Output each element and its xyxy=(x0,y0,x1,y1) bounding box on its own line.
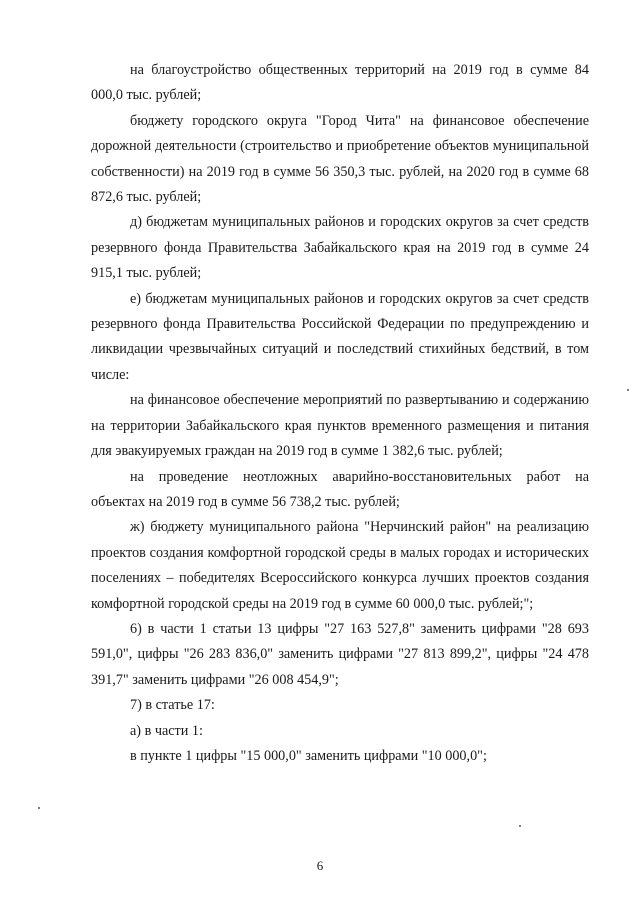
scan-speck xyxy=(627,389,629,391)
body-text xyxy=(91,58,589,769)
scan-speck xyxy=(519,825,521,827)
page-number: 6 xyxy=(316,858,324,873)
paragraph-zh: ж) бюджету муниципального района "Нерчинский район" на реализацию проектов создания комфортной городской среды в малых городах и исторических поселениях – победителях Всероссийского конкурса лучших проектов создания комфортной городской среды на 2019 год в сумме 60 000,0 тыс. рублей;"; xyxy=(91,519,589,612)
paragraph-item-a: а) в части 1: xyxy=(130,722,203,739)
paragraph-item-6: 6) в части 1 статьи 13 цифры "27 163 527,8" заменить цифрами "28 693 591,0", цифры "26 283 836,0" заменить цифрами "27 813 899,2", цифры "24 478 391,7" заменить цифрами "26 008 454,9"; xyxy=(91,620,589,688)
paragraph-temporary-housing: на финансовое обеспечение мероприятий по развертыванию и содержанию на территории Забайкальского края пунктов временного размещения и питания для эвакуируемых граждан на 2019 год в сумме 1 382,6 тыс. рублей; xyxy=(91,392,589,460)
paragraph-d: д) бюджетам муниципальных районов и городских округов за счет средств резервного фонда Правительства Забайкальского края на 2019 год в сумме 24 915,1 тыс. рублей; xyxy=(91,214,589,282)
paragraph-improvement: на благоустройство общественных территорий на 2019 год в сумме 84 000,0 тыс. рублей; xyxy=(91,62,589,104)
paragraph-chita: бюджету городского округа "Город Чита" на финансовое обеспечение дорожной деятельности (строительство и приобретение объектов муниципальной собственности) на 2019 год в сумме 56 350,3 тыс. рублей, на 2020 год в сумме 68 872,6 тыс. рублей; xyxy=(91,112,589,206)
paragraph-emergency-works: на проведение неотложных аварийно-восстановительных работ на объектах на 2019 год в сумме 56 738,2 тыс. рублей; xyxy=(91,468,589,510)
paragraph-point-1: в пункте 1 цифры "15 000,0" заменить цифрами "10 000,0"; xyxy=(130,747,487,764)
paragraph-e: е) бюджетам муниципальных районов и городских округов за счет средств резервного фонда Правительства Российской Федерации по предупреждению и ликвидации чрезвычайных ситуаций и последствий стихийных бедствий, в том числе: xyxy=(91,290,589,383)
scan-speck xyxy=(38,807,40,809)
paragraph-item-7: 7) в статье 17: xyxy=(130,697,215,714)
